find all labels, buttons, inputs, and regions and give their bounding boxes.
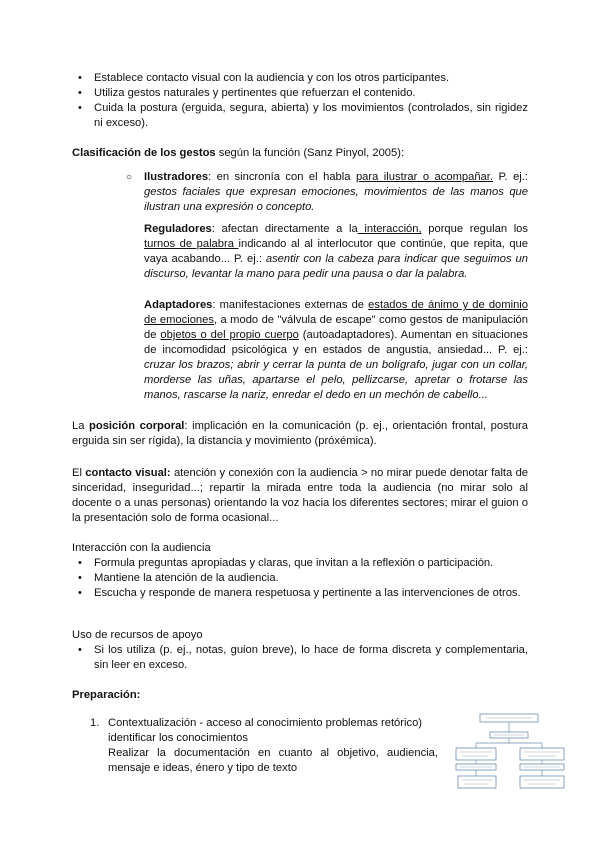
contacto-bold: contacto visual: (85, 467, 171, 479)
contacto-t1: El (72, 467, 86, 479)
ilustradores-text (144, 170, 528, 215)
concept-map-thumbnail (444, 712, 574, 794)
concept-map-svg (444, 712, 574, 794)
concept-map-node-right-leaf (520, 776, 564, 788)
adaptadores-t2: , a modo de "válvula de escape" como gestos de manipulación de (144, 314, 528, 341)
circle-bullet-icon: ○ (126, 172, 133, 183)
reguladores-t1: : afectan directamente a la (211, 223, 358, 235)
clasificacion-bold: Clasificación de los gestos (72, 147, 216, 159)
preparacion-item-1 (90, 716, 438, 776)
reguladores-underline-1: interacción, (357, 223, 422, 235)
reguladores-t3: indicando al al interlocutor que continúe, que repita, que vaya acabando... P. ej.: (144, 238, 528, 265)
preparacion-item-line2: identificar los conocimientos (108, 732, 248, 744)
intro-bullet-3: • Cuida la postura (erguida, segura, abierta) y los movimientos (controlados, sin rigidez ni exceso). (72, 101, 528, 131)
adaptadores-underline-2: objetos o del propio cuerpo (160, 329, 299, 341)
adaptadores-text (144, 298, 528, 403)
reguladores-t2: porque regulan los (421, 223, 528, 235)
concept-map-node-left-leaf (458, 776, 496, 788)
preparacion-item-line1: Contextualización - acceso al conocimiento problemas retórico) (108, 717, 423, 729)
concept-map-node-left (456, 748, 496, 760)
ilustradores-underline: para ilustrar o acompañar. (355, 171, 493, 183)
adaptadores-term: Adaptadores (144, 299, 213, 311)
preparacion-item-line3: Realizar la documentación en cuanto al objetivo, audiencia, mensaje e ideas, énero y tipo de texto (108, 747, 438, 774)
reguladores-term: Reguladores (144, 223, 212, 235)
preparacion-bold: Preparación: (72, 689, 141, 701)
postura-t2: : implicación en la comunicación (p. ej., orientación frontal, postura erguida sin ser rígida), la distancia y movimiento (próxémica). (72, 420, 528, 447)
intro-bullet-2: • Utiliza gestos naturales y pertinentes que refuerzan el contenido. (72, 86, 528, 101)
postura-t1: La (72, 420, 90, 432)
ilustradores-item (126, 170, 528, 215)
interaccion-bullet-3: • Escucha y responde de manera respetuosa y pertinente a las intervenciones de otros. (72, 586, 528, 601)
ilustradores-t1: : en sincronía con el habla (208, 171, 356, 183)
reguladores-underline-2: turnos de palabra (144, 238, 239, 250)
interaccion-bullet-1: • Formula preguntas apropiadas y claras, que invitan a la reflexión o participación. (72, 556, 528, 571)
ilustradores-term: Ilustradores (144, 171, 209, 183)
intro-bullet-list (72, 71, 528, 131)
contacto-t2: atención y conexión con la audiencia > no mirar puede denotar falta de sinceridad, inseguridad...; repartir la mirada entre toda la audiencia (no mirar solo al docente o a unas personas) orientando la voz hacia los diferentes sectores; mirar el guion o la presentación solo de forma ocasional... (72, 467, 529, 524)
contacto-paragraph (72, 466, 528, 526)
clasificacion-heading (72, 146, 528, 161)
adaptadores-t3: (autoadaptadores). Aumentan en situaciones de incomodidad psicológica y en estados de angustia, ansiedad... P. ej.: (144, 329, 529, 356)
postura-bold: posición corporal (89, 420, 185, 432)
adaptadores-underline-1: estados de ánimo y de dominio de emociones (144, 299, 528, 326)
interaccion-heading: Interacción con la audiencia (72, 542, 211, 554)
reguladores-text (144, 222, 528, 282)
interaccion-bullet-list (72, 556, 528, 601)
ilustradores-t2: P. ej.: (493, 171, 528, 183)
reguladores-example: asentir con la cabeza para indicar que seguimos un discurso, levantar la mano para pedir una pausa o dar la palabra. (144, 253, 528, 280)
ilustradores-example: gestos faciales que expresan emociones, movimientos de las manos que ilustran una expresión o concepto. (144, 186, 528, 213)
clasificacion-rest: según la función (Sanz Pinyol, 2005): (215, 147, 405, 159)
intro-bullet-1: • Establece contacto visual con la audiencia y con los otros participantes. (72, 71, 528, 86)
adaptadores-example: cruzar los brazos; abrir y cerrar la punta de un bolígrafo, jugar con un collar, morderse las uñas, apartarse el pelo, pellizcarse, apretar o frotarse las manos, rascarse la nariz, enredar el dedo en un mechón de cabello... (144, 359, 528, 401)
preparacion-heading (72, 688, 528, 703)
postura-paragraph (72, 419, 528, 449)
concept-map-node-right (520, 748, 564, 760)
interaccion-bullet-2: • Mantiene la atención de la audiencia. (72, 571, 528, 586)
recursos-bullet-1: • Si los utiliza (p. ej., notas, guion breve), lo hace de forma discreta y complementaria, sin leer en exceso. (72, 643, 528, 673)
item-number: 1. (90, 717, 100, 729)
adaptadores-t1: : manifestaciones externas de (212, 299, 369, 311)
recursos-heading: Uso de recursos de apoyo (72, 629, 203, 641)
recursos-bullet-list (72, 643, 528, 673)
